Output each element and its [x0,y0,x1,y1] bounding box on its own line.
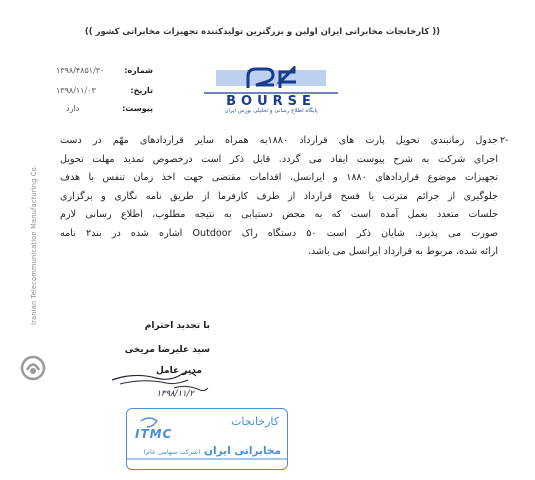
body-line: صورت می پذیرد. شایان ذکر است ۵۰ دستگاه راک Outdoor اشاره شده در بند۲ نامه [60,227,498,239]
body-line: جلوگیری از جرائم مترتب یا فسخ قرارداد از طرف کارفرما از طریق نامه نگاری و برگزاری [60,190,498,202]
bourse-brand: BOURSE [226,94,316,109]
body-line: جدول زمانبندی تحویل پارت های قرارداد ۱۸۸۰به همراه سایر قراردادهای مهّم در دست [60,135,498,146]
stamp-line2-sub: (شرکت سهامی عام) [143,448,201,456]
number-label: شماره: [124,66,153,75]
handwritten-date: ۱۳۹۸/۱۱/۲ [156,389,194,399]
body-line: جلسات متعدد بعمل آمده است که به محض دستیابی به نتیجه مطلوب، اطلاع رسانی لازم [60,209,498,220]
bourse-logo [196,66,346,112]
attachment-value: دارد [66,104,80,113]
stamp-brand: ITMC [135,427,173,441]
date-value: ۱۳۹۸/۱۱/۰۳ [56,86,96,95]
stamp-line2 [133,445,281,457]
company-emblem [20,355,46,381]
handwritten-signature-icon [104,358,224,408]
body-text [60,132,498,262]
company-motto: (( کارخانجات مخابراتی ایران اولین و بزرگترین تولیدکننده تجهیزات مخابراتی کشور )) [84,27,440,37]
closing-text: با تجدید احترام [144,321,210,331]
itmc-emblem-icon [20,355,46,381]
attachment-label: پیوست: [122,104,153,113]
body-line: ارائه شده، مربوط به قرارداد ایرانسل می باشد. [307,246,498,257]
company-english-name: Iranian Telecommunication Manufacturing Co. [30,164,38,325]
stamp-line2-main: مخابراتی ایران [204,445,281,457]
body-line: تجهیزات موضوع قراردادهای ۱۸۸۰ و ایرانسل، اقدامات مقتضی جهت اخذ زمان تنفس با هدف [60,172,498,183]
company-stamp [126,408,288,470]
signer-title: مدیر عامل [155,366,202,376]
bourse-emblem-icon [196,66,346,96]
number-value: ۱۳۹۸/۴۸۵۱/۳۰ [56,66,105,75]
signer-name: سید علیرضا مریخی [124,345,210,355]
stamp-line1: کارخانجات [231,415,279,428]
body-line: اجرای شرکت به شرح پیوست ایفاد می گردد. قابل ذکر است درخصوص تمدید مهلت تحویل [60,153,498,165]
item-number: -۲ [500,135,509,146]
bourse-tagline: پایگاه اطلاع رسانی و تحلیلی بورس ایران [224,108,318,114]
date-label: تاریخ: [130,86,153,95]
